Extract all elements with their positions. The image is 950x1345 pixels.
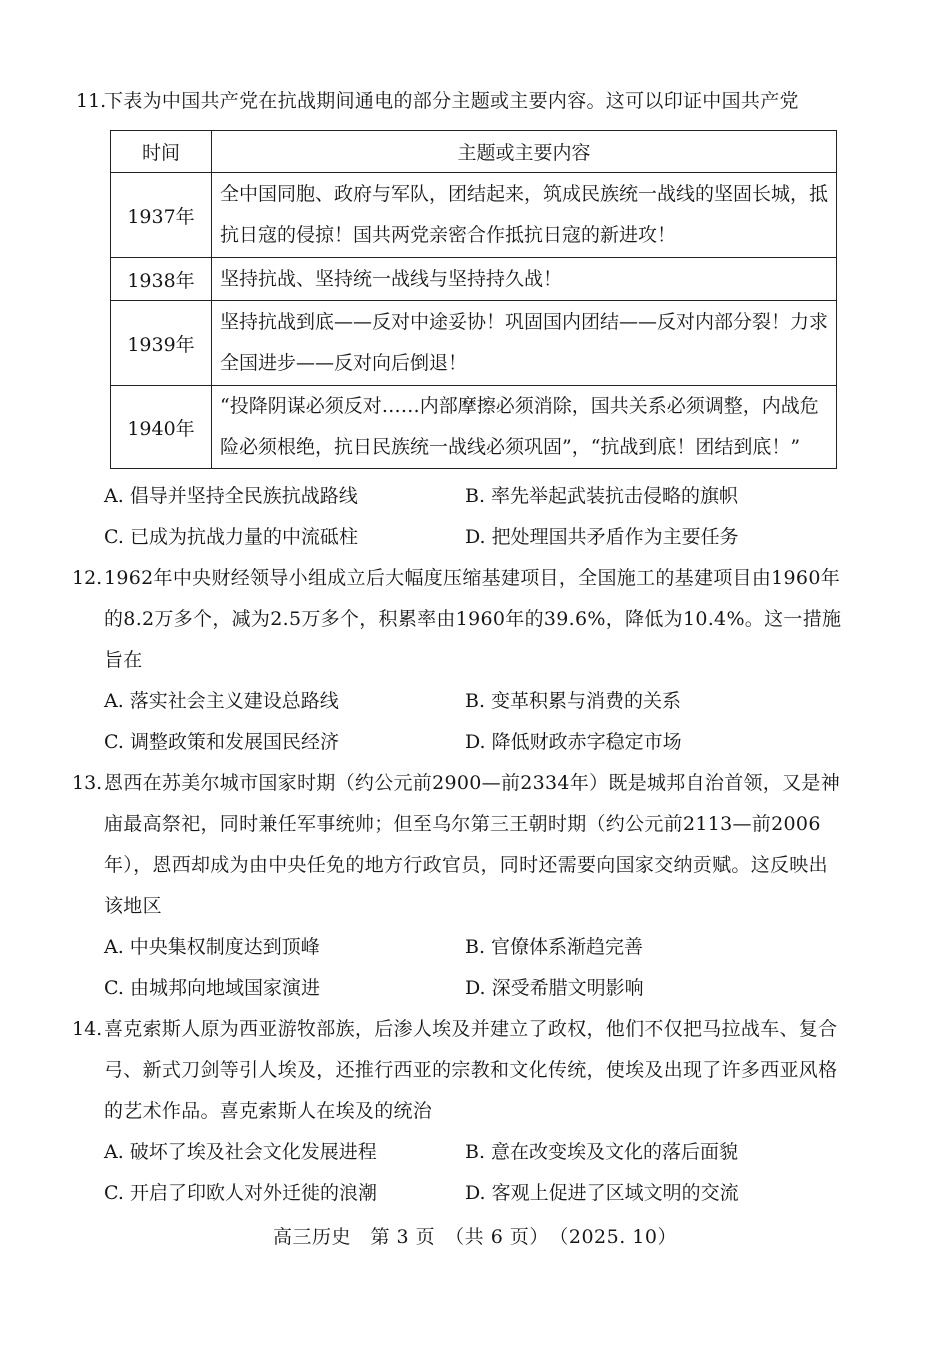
table-cell-year: 1939年 [111,301,212,386]
table-cell-year: 1938年 [111,258,212,301]
question-line: 喜克索斯人原为西亚游牧部族，后渗人埃及并建立了政权，他们不仅把马拉战车、复合 [104,1018,838,1040]
option-b[interactable]: B. 率先举起武装抗击侵略的旗帜 [465,485,739,507]
question-line: 旨在 [104,649,143,671]
option-d[interactable]: D. 深受希腊文明影响 [465,977,644,999]
option-c[interactable]: C. 开启了印欧人对外迁徙的浪潮 [104,1182,377,1204]
question-line: 该地区 [104,895,162,917]
table-row [111,258,837,301]
option-c[interactable]: C. 调整政策和发展国民经济 [104,731,339,753]
option-c[interactable]: C. 已成为抗战力量的中流砥柱 [104,526,358,548]
page-footer: 高三历史 第 3 页 （共 6 页） （2025. 10） [273,1226,677,1248]
question-line: 弓、新式刀剑等引人埃及，还推行西亚的宗教和文化传统，使埃及出现了许多西亚风格 [104,1059,838,1081]
table-cell-content: “投降阴谋必须反对……内部摩擦必须消除，国共关系必须调整，内战危险必须根绝，抗日民族统一战线必须巩固”，“抗战到底！团结到底！” [212,386,837,469]
option-d[interactable]: D. 降低财政赤字稳定市场 [465,731,682,753]
option-b[interactable]: B. 官僚体系渐趋完善 [465,936,644,958]
option-d[interactable]: D. 客观上促进了区域文明的交流 [465,1182,739,1204]
option-a[interactable]: A. 中央集权制度达到顶峰 [104,936,320,958]
table-header-time: 时间 [111,131,212,173]
question-number: 12. [72,567,103,589]
table-cell-content: 坚持抗战到底——反对中途妥协！巩固国内团结——反对内部分裂！力求全国进步——反对向后倒退！ [212,301,837,386]
table-row [111,173,837,258]
table-cell-content: 全中国同胞、政府与军队，团结起来，筑成民族统一战线的坚固长城，抵抗日寇的侵掠！国共两党亲密合作抵抗日寇的新进攻！ [212,173,837,258]
question-stem: 下表为中国共产党在抗战期间通电的部分主题或主要内容。这可以印证中国共产党 [104,90,799,112]
table-cell-year: 1937年 [111,173,212,258]
question-number: 13. [72,772,103,794]
table-row [111,386,837,469]
option-b[interactable]: B. 变革积累与消费的关系 [465,690,682,712]
question-line: 的艺术作品。喜克索斯人在埃及的统治 [104,1100,433,1122]
table-cell-content: 坚持抗战、坚持统一战线与坚持持久战！ [212,258,837,301]
content-table [110,130,837,469]
question-line: 庙最高祭祀，同时兼任军事统帅；但至乌尔第三王朝时期（约公元前2113—前2006 [104,813,821,835]
table-row [111,301,837,386]
option-a[interactable]: A. 落实社会主义建设总路线 [104,690,339,712]
question-number: 14. [72,1018,103,1040]
option-d[interactable]: D. 把处理国共矛盾作为主要任务 [465,526,739,548]
option-a[interactable]: A. 破坏了埃及社会文化发展进程 [104,1141,377,1163]
question-line: 1962年中央财经领导小组成立后大幅度压缩基建项目，全国施工的基建项目由1960年 [104,567,841,589]
option-c[interactable]: C. 由城邦向地域国家演进 [104,977,320,999]
table-header-content: 主题或主要内容 [212,131,837,173]
table-cell-year: 1940年 [111,386,212,469]
option-b[interactable]: B. 意在改变埃及文化的落后面貌 [465,1141,739,1163]
question-number: 11. [76,90,107,112]
question-line: 恩西在苏美尔城市国家时期（约公元前2900—前2334年）既是城邦自治首领，又是神 [104,772,841,794]
question-line: 年），恩西却成为由中央任免的地方行政官员，同时还需要向国家交纳贡赋。这反映出 [104,854,828,876]
option-a[interactable]: A. 倡导并坚持全民族抗战路线 [104,485,358,507]
question-line: 的8.2万多个，减为2.5万多个，积累率由1960年的39.6%，降低为10.4%。这一措施 [104,608,842,630]
